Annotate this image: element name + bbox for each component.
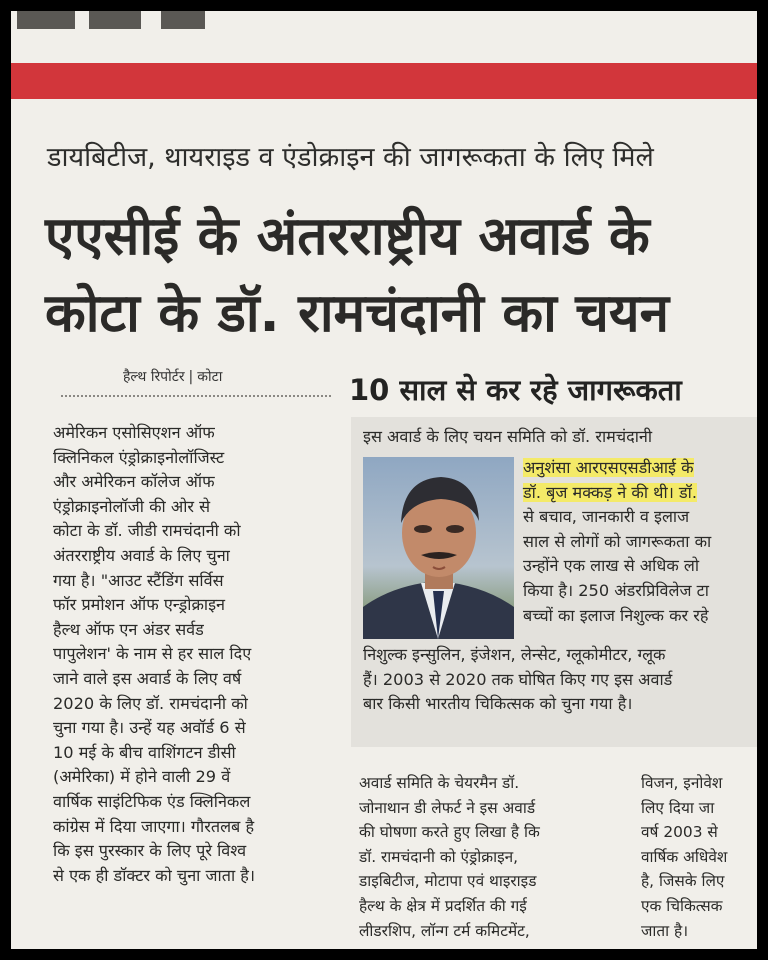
masthead-fragment [11, 11, 757, 33]
text-line: जोनाथान डी लेफर्ट ने इस अवार्ड [359, 798, 536, 817]
text-line: गया है। "आउट स्टैंडिंग सर्विस [53, 570, 224, 590]
text-line: एक चिकित्सक [641, 896, 723, 915]
text-line: विजन, इनोवेश [641, 774, 723, 792]
text-line: से बचाव, जानकारी व इलाज [523, 507, 690, 527]
text-line: बार किसी भारतीय चिकित्सक को चुना गया है। [363, 694, 633, 714]
text-line: बच्चों का इलाज निशुल्क कर रहे [523, 605, 709, 625]
text-line: अवार्ड समिति के चेयरमैन डॉ. [359, 774, 520, 792]
left-column [53, 421, 255, 888]
text-line: और अमेरिकन कॉलेज ऑफ [53, 472, 215, 492]
text-line: की घोषणा करते हुए लिखा है कि [359, 823, 540, 842]
text-line: लिए दिया जा [641, 798, 715, 817]
highlighted-text: अनुशंसा आरएसएसडीआई के [523, 458, 694, 477]
text-line: चुना गया है। उन्हें यह अवॉर्ड 6 से [53, 718, 246, 738]
text-line: जाता है। [641, 921, 689, 940]
newspaper-page [11, 11, 757, 949]
text-line: 10 मई के बीच वाशिंगटन डीसी [53, 742, 236, 762]
text-line: वर्ष 2003 से [641, 823, 718, 842]
byline-separator: | [188, 369, 194, 385]
text-line: है, जिसके लिए [641, 872, 725, 891]
text-line: जाने वाले इस अवार्ड के लिए वर्ष [53, 668, 242, 688]
text-line: हैल्थ के क्षेत्र में प्रदर्शित की गई [359, 896, 527, 915]
text-line: पापुलेशन' के नाम से हर साल दिए [53, 644, 252, 664]
text-line: क्लिनिकल एंड्रोक्राइनोलॉजिस्ट [53, 447, 225, 467]
byline-city: कोटा [197, 369, 223, 385]
headline-kicker: डायबिटीज, थायराइड व एंडोक्राइन की जागरूकता के लिए मिले [47, 142, 654, 173]
text-line: एंड्रोक्राइनोलॉजी की ओर से [53, 496, 211, 516]
text-line: अमेरिकन एसोसिएशन ऑफ [53, 423, 215, 442]
red-section-band [11, 63, 757, 99]
text-line: किया है। 250 अंडरप्रिविलेज टा [523, 580, 709, 600]
text-line: वार्षिक साइंटिफिक एंड क्लिनिकल [53, 791, 251, 811]
boxed-story-first-line [363, 425, 652, 450]
text-line [523, 456, 711, 481]
headline-line-1: एएसीई के अंतरराष्ट्रीय अवार्ड के [45, 206, 650, 267]
boxed-story-bottom-text [363, 643, 672, 717]
text-line: से एक ही डॉक्टर को चुना जाता है। [53, 865, 256, 885]
text-line: कोटा के डॉ. जीडी रामचंदानी को [53, 521, 241, 541]
text-line: फॉर प्रमोशन ऑफ एन्ड्रोक्राइन [53, 595, 226, 615]
highlighted-text: डॉ. बृज मक्कड़ ने की थी। डॉ. [523, 482, 697, 502]
subhead: 10 साल से कर रहे जागरूकता [349, 373, 682, 407]
text-line: इस अवार्ड के लिए चयन समिति को डॉ. रामचंदानी [363, 427, 653, 446]
byline-divider [61, 395, 331, 397]
text-line: 2020 के लिए डॉ. रामचंदानी को [53, 693, 248, 713]
doctor-photo [363, 457, 514, 639]
text-line: अंतरराष्ट्रीय अवार्ड के लिए चुना [53, 545, 230, 565]
text-line: वार्षिक अधिवेश [641, 847, 728, 866]
byline-reporter: हैल्थ रिपोर्टर [123, 369, 185, 385]
text-line: उन्होंने एक लाख से अधिक लो [523, 556, 700, 576]
right-column [641, 771, 727, 943]
text-line: हैल्थ ऑफ एन अंडर सर्वड [53, 619, 204, 639]
boxed-story-side-text [523, 456, 711, 628]
text-line: डॉ. रामचंदानी को एंड्रोक्राइन, [359, 847, 519, 866]
text-line: (अमेरिका) में होने वाली 29 वें [53, 767, 231, 787]
headline-line-2: कोटा के डॉ. रामचंदानी का चयन [45, 283, 670, 344]
text-line: निशुल्क इन्सुलिन, इंजेशन, लेन्सेट, ग्लूकोमीटर, ग्लूक [363, 645, 666, 664]
byline [123, 367, 222, 386]
text-line: हैं। 2003 से 2020 तक घोषित किए गए इस अवार्ड [363, 669, 673, 689]
text-line [523, 481, 711, 506]
text-line: कांग्रेस में दिया जाएगा। गौरतलब है [53, 816, 255, 836]
text-line: लीडरशिप, लॉन्ग टर्म कमिटमेंट, [359, 921, 530, 940]
middle-column [359, 771, 540, 943]
text-line: डाइबिटीज, मोटापा एवं थाइराइड [359, 872, 537, 891]
text-line: कि इस पुरस्कार के लिए पूरे विश्व [53, 841, 247, 861]
text-line: साल से लोगों को जागरूकता का [523, 531, 712, 551]
